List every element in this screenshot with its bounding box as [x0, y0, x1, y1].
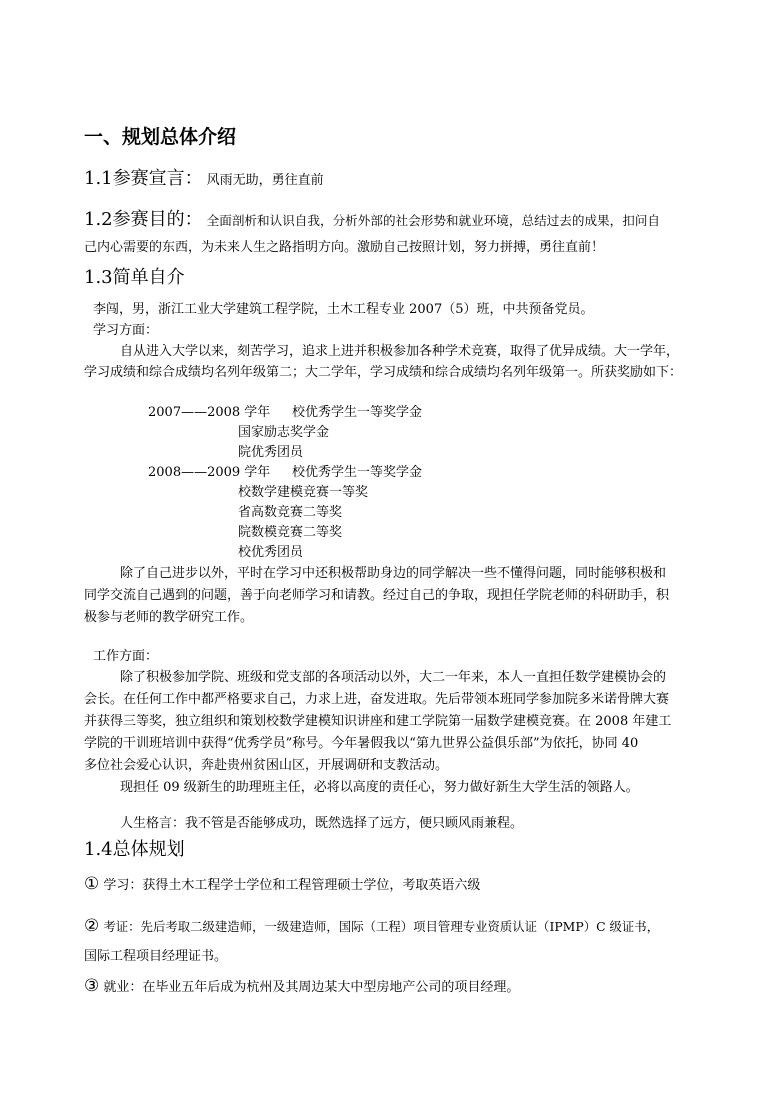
plan-item	[84, 916, 659, 936]
work-paragraph-line: 多位社会爱心认识，奔赴贵州贫困山区，开展调研和支教活动。	[84, 758, 449, 773]
circled-number-icon: ③	[84, 976, 100, 996]
work-paragraph-line: 并获得三等奖，独立组织和策划校数学建模知识讲座和建工学院第一届数学建模竞赛。在 2008 年建工	[84, 714, 672, 729]
heading-label: 参赛目的：	[112, 209, 203, 230]
work-paragraph-line: 除了积极参加学院、班级和党支部的各项活动以外，大二一年来，本人一直担任数学建模协会的	[120, 670, 667, 685]
award-item: 校数学建模竞赛一等奖	[238, 485, 369, 500]
study-heading: 学习方面：	[93, 323, 159, 338]
heading-1-4	[84, 835, 185, 861]
plan-item-text: 学习：获得土木工程学士学位和工程管理硕士学位，考取英语六级	[103, 878, 481, 893]
work-paragraph-line: 现担任 09 级新生的助理班主任，必将以高度的责任心，努力做好新生大学生活的领路人。	[120, 780, 639, 795]
circled-number-icon: ①	[84, 874, 100, 894]
heading-label: 简单自介	[112, 267, 185, 288]
heading-1-1	[84, 164, 324, 190]
work-heading: 工作方面：	[93, 649, 159, 664]
heading-1-2	[84, 205, 660, 231]
heading-label: 参赛宣言：	[112, 168, 203, 189]
work-paragraph-line: 学院的干训班培训中获得“优秀学员”称号。今年暑假我以“第九世界公益俱乐部”为依托，协同 40	[84, 736, 639, 751]
plan-item-text: 国际工程项目经理证书。	[84, 949, 228, 964]
plan-item-text: 考证：先后考取二级建造师，一级建造师，国际（工程）项目管理专业资质认证（IPMP）C 级证书，	[103, 919, 660, 934]
heading-1-3	[84, 263, 185, 289]
plan-item	[84, 976, 519, 996]
declaration-text: 风雨无助，勇往直前	[206, 173, 324, 188]
award-year: 2007——2008 学年	[148, 405, 271, 420]
plan-item-text: 就业：在毕业五年后成为杭州及其周边某大中型房地产公司的项目经理。	[103, 980, 520, 995]
purpose-line-1: 全面剖析和认识自我，分析外部的社会形势和就业环境，总结过去的成果，扣问自	[206, 213, 661, 228]
study-paragraph-line: 自从进入大学以来，刻苦学习，追求上进并积极参加各种学术竞赛，取得了优异成绩。大一学年，	[120, 344, 680, 359]
life-motto: 人生格言：我不管是否能够成功，既然选择了远方，便只顾风雨兼程。	[120, 816, 524, 831]
award-item: 院优秀团员	[238, 445, 304, 460]
circled-number-icon: ②	[84, 916, 100, 936]
award-item: 院数模竞赛二等奖	[238, 525, 343, 540]
award-year: 2008——2009 学年	[148, 465, 271, 480]
heading-number: 1.2	[84, 209, 113, 230]
heading-label: 总体规划	[112, 839, 185, 860]
award-item: 校优秀学生一等奖学金	[292, 465, 423, 480]
study-paragraph-line: 除了自己进步以外，平时在学习中还积极帮助身边的同学解决一些不懂得问题，同时能够积极和	[120, 566, 667, 581]
award-item: 省高数竞赛二等奖	[238, 505, 343, 520]
section-title: 一、规划总体介绍	[84, 126, 237, 148]
heading-number: 1.3	[84, 267, 113, 288]
heading-number: 1.1	[84, 168, 113, 189]
study-paragraph-line: 学习成绩和综合成绩均名列年级第二；大二学年，学习成绩和综合成绩均名列年级第一。所获奖励如下：	[84, 365, 683, 380]
plan-item	[84, 874, 480, 894]
award-item: 校优秀学生一等奖学金	[292, 405, 423, 420]
purpose-line-2: 己内心需要的东西，为未来人生之路指明方向。激励自己按照计划，努力拼搏，勇往直前！	[84, 240, 605, 255]
intro-text: 李闯，男，浙江工业大学建筑工程学院，土木工程专业 2007（5）班，中共预备党员。	[93, 302, 594, 317]
award-item: 国家励志奖学金	[238, 425, 330, 440]
work-paragraph-line: 会长。在任何工作中都严格要求自己，力求上进，奋发进取。先后带领本班同学参加院多米诺骨牌大赛	[84, 692, 670, 707]
study-paragraph-line: 极参与老师的教学研究工作。	[84, 610, 254, 625]
heading-number: 1.4	[84, 839, 113, 860]
award-item: 校优秀团员	[238, 545, 304, 560]
study-paragraph-line: 同学交流自己遇到的问题，善于向老师学习和请教。经过自己的争取，现担任学院老师的科研助手，积	[84, 588, 670, 603]
